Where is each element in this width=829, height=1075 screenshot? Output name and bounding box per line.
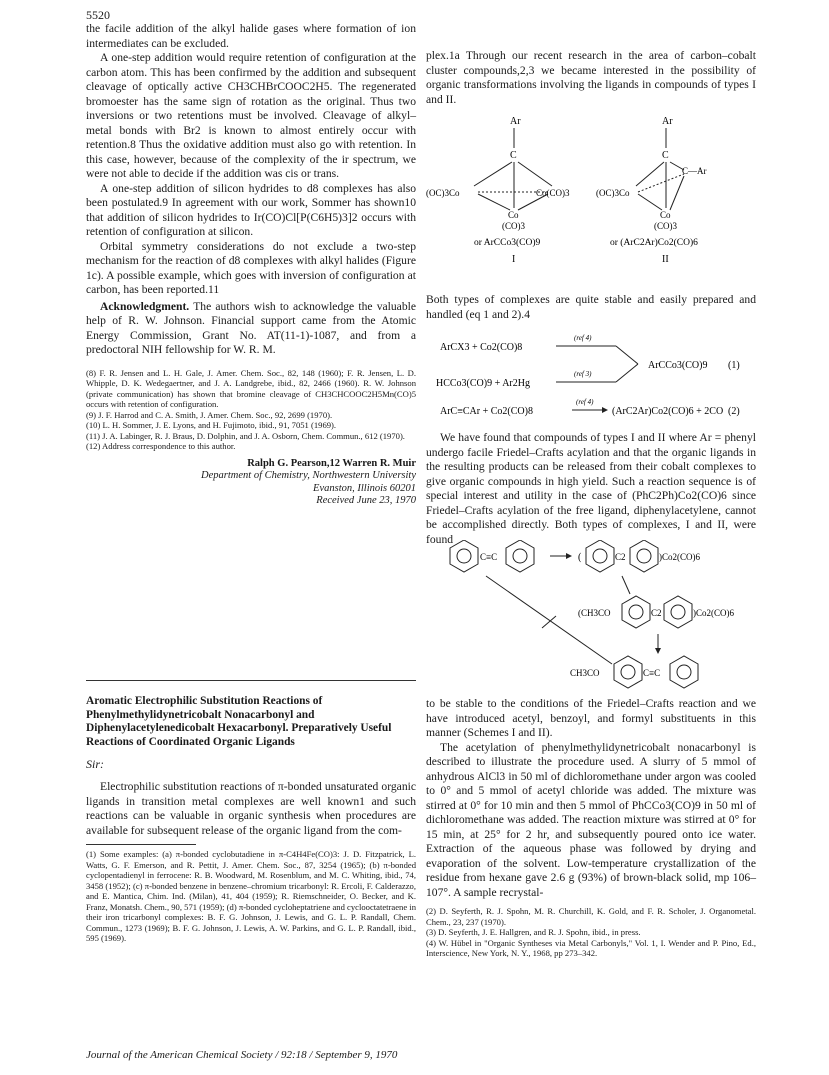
eq2-lhs: ArC≡CAr + Co2(CO)8 <box>440 406 533 417</box>
scheme-acetylene-bottom: C≡C <box>643 668 661 678</box>
reference-item: (3) D. Seyferth, J. E. Hallgren, and R. J. Spohn, ibid., in press. <box>426 927 641 937</box>
eq1-reactants-a: ArCX3 + Co2(CO)8 <box>440 342 523 353</box>
left-column <box>86 22 416 508</box>
struct-I-bottom: Co <box>508 210 519 220</box>
article-start <box>86 695 416 944</box>
scheme-acetylene: C≡C <box>480 552 498 562</box>
scheme-row-1 <box>450 540 700 572</box>
right-paragraph: We have found that compounds of types I and II where Ar = phenyl undergo facile Friedel–Crafts acylation and that the organic ligands in the resulting products can be released from their cobalt complexes to give organic compounds in high yield. Such a reaction sequence is of special interest and utility in the case of (PhC2Ph)Co2(CO)6 since Friedel–Crafts acylation of the free ligand, diphenylacetylene, cannot be accomplished directly. Both types of complexes, I and II, were found <box>426 431 756 546</box>
struct-I-right: Co(CO)3 <box>536 188 570 198</box>
eq1-number: (1) <box>728 360 740 371</box>
struct-II-top: Ar <box>662 116 673 127</box>
struct-II-right: C—Ar <box>682 166 707 176</box>
left-paragraph: Orbital symmetry considerations do not exclude a two-step mechanism for the reaction of d8 complexes with alkyl halides (Figure 1c). A possible example, which goes with inversion of configuration at carbon, has been reported.11 <box>86 239 416 296</box>
struct-I-top: Ar <box>510 116 521 127</box>
left-paragraph: A one-step addition of silicon hydrides to d8 complexes has also been postulated.9 In agreement with our work, Sommer has shown10 that addition of silicon hydrides to Ir(CO)Cl[P(C6H5)3]2 occurs with retention of configuration at silicon. <box>86 181 416 238</box>
struct-I-formula: or ArCCo3(CO)9 <box>474 238 541 248</box>
footnote: (1) Some examples: (a) π-bonded cyclobutadiene in π-C4H4Fe(CO)3: J. D. Fitzpatrick, L. Watts, G. F. Emerson, and R. Pettit, J. Amer. Chem. Soc., 87, 3254 (1965); (b) π-bonded cyclopentadienyl in ferrocene: R. B. Woodward, M. Rosenblum, and M. C. Whiting, ibid., 74, 3458 (1952); (c) π-bonded benzene in benzene–chromium tricarbonyl: R. Ercoli, F. Calderazzo, and E. Mantica, Chim. Ind. (Milan), 41, 404 (1959); R. Riemschneider, O. Becker, and K. Franz, Monatsh. Chem., 90, 571 (1959); (d) π-bonded cycloheptatriene and cyclooctatetraene in their iron tricarbonyl complexes: B. F. G. Johnson, J. Lewis, and G. L. P. Randall, Chem. Commun., 1273 (1969); B. F. G. Johnson, J. Lewis, A. W. Parkins, and G. L. P. Randall, ibid., 595 (1969). <box>86 849 416 943</box>
reference-item: (2) D. Seyferth, R. J. Spohn, M. R. Churchill, K. Gold, and F. R. Scholer, J. Organometal. Chem., 23, 237 (1970). <box>426 906 756 927</box>
found-paragraph-block <box>426 431 756 547</box>
struct-II-label: II <box>662 254 669 265</box>
eq1-product: ArCCo3(CO)9 <box>648 360 708 371</box>
right-column-intro <box>426 49 756 107</box>
eq2-ref: (ref 4) <box>576 398 594 406</box>
scheme-paren-open: ( <box>578 552 582 563</box>
struct-II-left: (OC)3Co <box>596 188 630 198</box>
received-date: Received June 23, 1970 <box>316 495 416 506</box>
scheme-c2-top: C2 <box>615 552 626 562</box>
right-paragraph: The acetylation of phenylmethylidynetricobalt nonacarbonyl is described to illustrate the procedure used. A slurry of 5 mmol of anhydrous AlCl3 in 50 ml of dichloromethane under argon was cooled to 0° and 5 mmol of acetyl chloride was added. The mixture was stirred at 0° for 10 min and then 5 mmol of PhCCo3(CO)9 in 50 ml of dichloromethane was added. The reaction mixture was stirred at 0° for 15 min, at 25° for 2 hr, and subsequently poured onto ice water. Extraction of the aqueous phase was followed by drying and evaporation of the solvent. Low-temperature crystallization of the residue from hexane gave 2.6 g (93%) of brown-black solid, mp 106–107°. A sample recrystal- <box>426 740 756 899</box>
right-reference-list <box>426 906 756 959</box>
footnote-rule <box>86 844 196 845</box>
affiliation-city: Evanston, Illinois 60201 <box>313 482 416 494</box>
struct-I-left: (OC)3Co <box>426 188 460 198</box>
scheme-acyl-left: (CH3CO <box>578 608 611 618</box>
struct-I-label: I <box>512 254 516 265</box>
right-column-lower <box>426 697 756 959</box>
equation-2 <box>440 398 740 417</box>
struct-II-bottom2: (CO)3 <box>654 221 677 231</box>
page-number: 5520 <box>86 8 110 22</box>
reference-item: (8) F. R. Jensen and L. H. Gale, J. Amer. Chem. Soc., 82, 148 (1960); F. R. Jensen, L. D. Whipple, D. K. Wedegaertner, and J. A. Landgrebe, ibid., 82, 2466 (1960). R. W. Johnson (private communication) has shown that bromine cleavage of CH3CHCOOC2H5Mn(CO)5 occurs with retention of configuration. <box>86 367 416 409</box>
divider <box>86 680 416 681</box>
acknowledgment <box>86 300 416 358</box>
reference-item: (12) Address correspondence to this author. <box>86 441 236 451</box>
eq2-number: (2) <box>728 406 740 417</box>
reaction-scheme <box>426 540 766 690</box>
signature-block <box>86 458 416 508</box>
ack-text: The authors wish to acknowledge the valuable help of R. W. Johnson. Financial support came from the Atomic Energy Commission, Grant No. AT(11-1)-1087, and from a predoctoral NIH fellowship for W. R. M. <box>86 299 416 356</box>
struct-II-formula: or (ArC2Ar)Co2(CO)6 <box>610 238 698 248</box>
struct-II-bottom: Co <box>660 210 671 220</box>
eq1-ref-a: (ref 4) <box>574 334 592 342</box>
reference-item: (4) W. Hübel in "Organic Syntheses via Metal Carbonyls," Vol. 1, I. Wender and P. Pino, Ed., Interscience, New York, N. Y., 1968, pp 273–342. <box>426 937 756 958</box>
article-body: Electrophilic substitution reactions of π-bonded unsaturated organic ligands in transition metal complexes are well known1 and such reactions can be valuable in organic synthesis when procedures are available for subsequent release of the organic ligand from the com- <box>86 780 416 837</box>
left-paragraph: A one-step addition would require retention of configuration at the carbon atom. This has been confirmed by the addition and subsequent cleavage of optically active CH3CHBrCOOC2H5. The regenerated bromoester has the same sign of rotation as the original. Thus two inversions or two retentions must be involved. Cleavage of alkyl–metal bonds with Br2 is known to almost entirely occur with retention.8 Thus the oxidative addition must also go with retention. In this case, however, because of the complexity of the ir spectrum, we were not able to decide if the addition was cis or trans. <box>86 51 416 180</box>
left-paragraph: the facile addition of the alkyl halide gases where formation of ion intermediates can be excluded. <box>86 22 416 50</box>
ack-label: Acknowledgment. <box>100 299 190 313</box>
affiliation: Department of Chemistry, Northwestern University <box>201 470 416 481</box>
equations <box>426 330 766 420</box>
reference-item: (10) L. H. Sommer, J. E. Lyons, and H. Fujimoto, ibid., 91, 7051 (1969). <box>86 420 337 430</box>
scheme-complex-top: )Co2(CO)6 <box>659 552 700 562</box>
article-title: Aromatic Electrophilic Substitution Reactions of Phenylmethylidynetricobalt Nonacarbonyl and Diphenylacetylenedicobalt Hexacarbonyl. Preparatively Useful Reactions of Coordinated Organic Ligands <box>86 695 392 748</box>
struct-I-carbon: C <box>510 150 517 161</box>
struct-I-bottom2: (CO)3 <box>502 221 525 231</box>
right-paragraph: to be stable to the conditions of the Friedel–Crafts reaction and we have introduced acetyl, benzoyl, and formyl substituents in this manner (Schemes I and II). <box>426 697 756 739</box>
scheme-c2-mid: C2 <box>651 608 662 618</box>
scheme-complex-mid: )Co2(CO)6 <box>693 608 734 618</box>
scheme-row-2 <box>578 596 734 628</box>
reference-item: (9) J. F. Harrod and C. A. Smith, J. Amer. Chem. Soc., 92, 2699 (1970). <box>86 409 333 420</box>
right-paragraph: Both types of complexes are quite stable and easily prepared and handled (eq 1 and 2).4 <box>426 293 756 321</box>
scheme-row-3 <box>570 656 698 688</box>
stable-paragraph-block <box>426 293 756 322</box>
struct-II-carbon: C <box>662 150 669 161</box>
reference-list <box>86 368 416 452</box>
right-paragraph: plex.1a Through our recent research in the area of carbon–cobalt cluster compounds,2,3 we became interested in the possibility of organic transformations involving the ligands in compounds of types I and II. <box>426 49 756 106</box>
structure-II <box>596 116 707 265</box>
structure-I <box>426 116 570 265</box>
scheme-acyl-bottom: CH3CO <box>570 668 600 678</box>
authors: Ralph G. Pearson,12 Warren R. Muir <box>247 457 416 469</box>
structures-figure <box>426 110 766 280</box>
reference-item: (11) J. A. Labinger, R. J. Braus, D. Dolphin, and J. A. Osborn, Chem. Commun., 612 (1970). <box>86 430 405 441</box>
eq2-rhs: (ArC2Ar)Co2(CO)6 + 2CO <box>612 406 724 417</box>
salutation: Sir: <box>86 757 104 771</box>
journal-footer: Journal of the American Chemical Society / 92:18 / September 9, 1970 <box>86 1049 398 1061</box>
equation-1 <box>436 334 740 389</box>
eq1-reactants-b: HCCo3(CO)9 + Ar2Hg <box>436 378 530 389</box>
eq1-ref-b: (ref 3) <box>574 370 592 378</box>
